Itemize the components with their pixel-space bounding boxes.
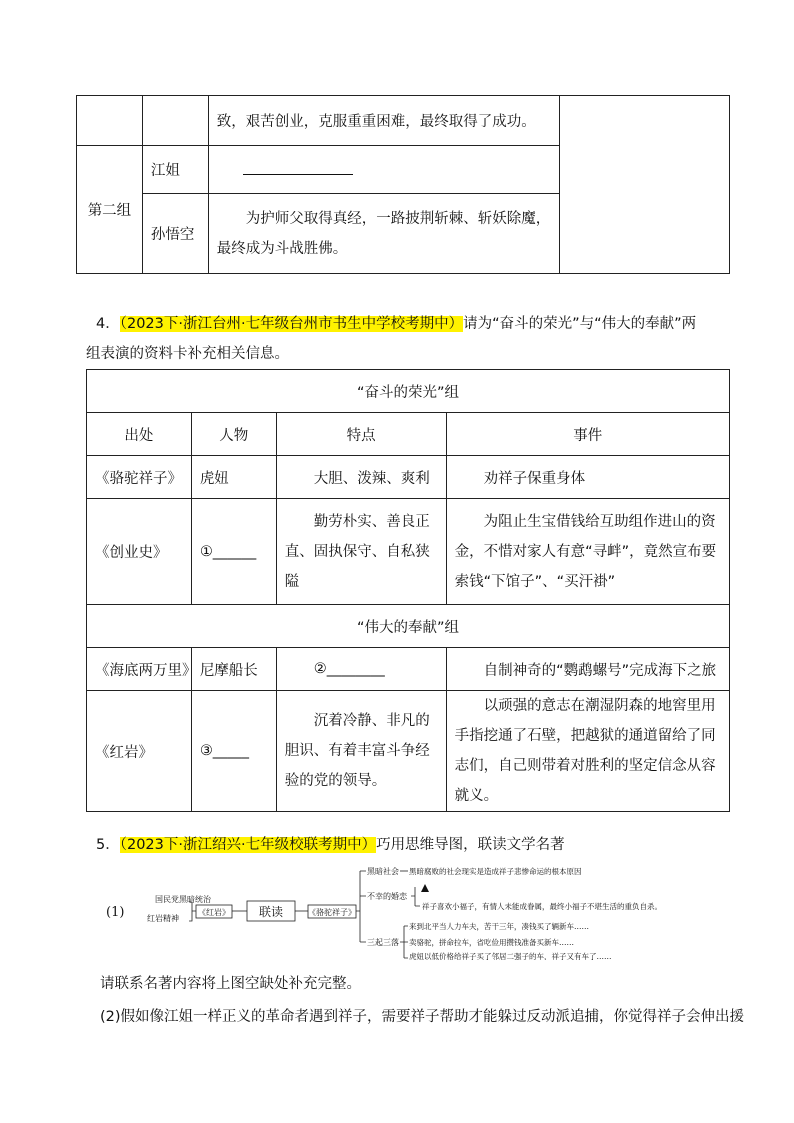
table-cell bbox=[191, 499, 276, 605]
mm-bracket-b3 bbox=[400, 926, 408, 958]
row-person: 尼摩船长 bbox=[199, 662, 258, 679]
table-cell bbox=[446, 648, 729, 691]
row1-text: 致，艰苦创业，克服重重困难，最终取得了成功。 bbox=[216, 114, 536, 130]
table-cell bbox=[191, 648, 276, 691]
row-source: 《骆驼祥子》 bbox=[95, 470, 182, 487]
sub2-question bbox=[100, 1002, 744, 1032]
table-cell bbox=[87, 499, 192, 605]
sub1-instruction bbox=[100, 969, 361, 999]
triangle-marker-icon bbox=[421, 884, 429, 892]
mm-branch3-line2: 卖骆驼，拼命拉车，省吃俭用攒钱准备买新车…… bbox=[409, 938, 574, 947]
mm-bracket-b2 bbox=[411, 887, 420, 906]
header-source: 出处 bbox=[124, 427, 154, 444]
question-number: 5． bbox=[96, 837, 120, 853]
question-number: 4． bbox=[96, 316, 120, 332]
table-cell bbox=[87, 691, 192, 812]
question-prompt-cont: 组表演的资料卡补充相关信息。 bbox=[86, 346, 289, 362]
mm-branch2-text: 祥子喜欢小福子，有情人未能成眷属，最终小福子不堪生活的重负自杀。 bbox=[422, 902, 662, 911]
group1-title: “奋斗的荣光”组 bbox=[356, 384, 460, 401]
table-cell bbox=[560, 96, 730, 274]
mm-branch1: 黑暗社会 bbox=[367, 867, 399, 876]
header-cell bbox=[87, 413, 192, 456]
row-source: 《红岩》 bbox=[95, 744, 153, 761]
table-cell bbox=[276, 456, 446, 499]
row-person-blank: ③_____ bbox=[199, 743, 250, 759]
group2-title: “伟大的奉献”组 bbox=[356, 619, 460, 636]
mm-branch3: 三起三落 bbox=[367, 938, 399, 947]
row-source: 《海底两万里》 bbox=[95, 662, 197, 679]
question-source: （2023下·浙江台州·七年级台州市书生中学校考期中） bbox=[119, 316, 464, 332]
table-continuation bbox=[76, 95, 730, 274]
mind-map bbox=[100, 860, 740, 960]
question-prompt: 请为“奋斗的荣光”与“伟大的奉献”两 bbox=[463, 316, 697, 332]
table-cell bbox=[77, 96, 143, 146]
row-event: 自制神奇的“鹦鹉螺号”完成海下之旅 bbox=[483, 662, 717, 679]
row-trait: 沉着冷静、非凡的胆识、有着丰富斗争经验的党的领导。 bbox=[284, 713, 430, 789]
mm-book1: 《红岩》 bbox=[198, 908, 230, 917]
row3-text: 为护师父取得真经，一路披荆斩棘、斩妖除魔，最终成为斗战胜佛。 bbox=[216, 210, 551, 257]
mm-book2: 《骆驼祥子》 bbox=[308, 908, 356, 917]
table-cell bbox=[276, 499, 446, 605]
mm-left1: 国民党黑暗统治 bbox=[155, 895, 211, 904]
sub2-text: (2)假如像江姐一样正义的革命者遇到祥子，需要祥子帮助才能躲过反动派追捕，你觉得祥子会伸出援 bbox=[100, 1009, 745, 1025]
table-cell bbox=[142, 96, 208, 146]
question-5 bbox=[96, 830, 565, 860]
header-person: 人物 bbox=[219, 427, 249, 444]
table-cell bbox=[446, 691, 729, 812]
row-source: 《创业史》 bbox=[95, 545, 168, 561]
question-source: （2023下·浙江绍兴·七年级校联考期中） bbox=[119, 837, 377, 853]
answer-blank-cell bbox=[208, 146, 560, 194]
row-person-blank: ①______ bbox=[199, 543, 257, 560]
group-label: 第二组 bbox=[87, 203, 132, 219]
mm-branch1-text: 黑暗腐败的社会现实是造成祥子悲惨命运的根本原因 bbox=[409, 867, 582, 876]
table-cell bbox=[208, 194, 560, 274]
header-trait: 特点 bbox=[346, 427, 376, 444]
table-cell bbox=[87, 648, 197, 691]
mm-bracket-right bbox=[356, 871, 366, 942]
mm-center: 联读 bbox=[258, 905, 284, 919]
table-cell bbox=[191, 691, 276, 812]
table-cell bbox=[191, 456, 276, 499]
row-trait: 勤劳朴实、善良正直、固执保守、自私狭隘 bbox=[284, 513, 430, 590]
table-cell bbox=[276, 648, 446, 691]
row-person: 虎妞 bbox=[199, 470, 229, 487]
table-cell bbox=[208, 96, 560, 146]
mm-branch3-line1: 来到北平当人力车夫，苦干三年，凑钱买了辆新车…… bbox=[409, 922, 589, 931]
info-card-table bbox=[86, 369, 730, 812]
row-event: 为阻止生宝借钱给互助组作进山的资金，不惜对家人有意“寻衅”，竟然宣布要索钱“下馆子”、“买汗褂” bbox=[454, 513, 717, 590]
group-label-cell bbox=[77, 146, 143, 274]
table-cell bbox=[276, 691, 446, 812]
question-4-line2 bbox=[86, 339, 289, 369]
mm-bracket-left bbox=[189, 902, 196, 921]
table-cell bbox=[446, 456, 729, 499]
row-event: 以顽强的意志在潮湿阴森的地窖里用手指挖通了石壁，把越狱的通道留给了同志们，自己则带着对胜利的坚定信念从容就义。 bbox=[454, 698, 716, 804]
question-prompt: 巧用思维导图，联读文学名著 bbox=[376, 837, 565, 853]
row3-name: 孙悟空 bbox=[150, 227, 195, 243]
group-title-cell bbox=[87, 605, 730, 648]
header-cell bbox=[191, 413, 276, 456]
sub1-instruction-text: 请联系名著内容将上图空缺处补充完整。 bbox=[100, 976, 361, 992]
row2-name: 江姐 bbox=[150, 163, 180, 179]
table-cell bbox=[142, 194, 208, 274]
header-cell bbox=[276, 413, 446, 456]
row-event: 劝祥子保重身体 bbox=[483, 470, 586, 487]
header-event: 事件 bbox=[573, 427, 603, 444]
answer-blank bbox=[243, 160, 353, 175]
question-4 bbox=[96, 309, 696, 339]
row-trait-blank: ②________ bbox=[313, 661, 385, 677]
sub1-label: (1) bbox=[106, 905, 125, 920]
table-cell bbox=[446, 499, 729, 605]
header-cell bbox=[446, 413, 729, 456]
row-trait: 大胆、泼辣、爽利 bbox=[313, 470, 430, 487]
table-cell bbox=[87, 456, 192, 499]
mm-left2: 红岩精神 bbox=[147, 914, 179, 923]
table-cell bbox=[142, 146, 208, 194]
mm-branch3-line3: 虎妞以低价格给祥子买了邻居二强子的车，祥子又有车了…… bbox=[409, 952, 612, 960]
group-title-cell bbox=[87, 370, 730, 413]
mm-branch2: 不幸的婚恋 bbox=[367, 892, 407, 901]
